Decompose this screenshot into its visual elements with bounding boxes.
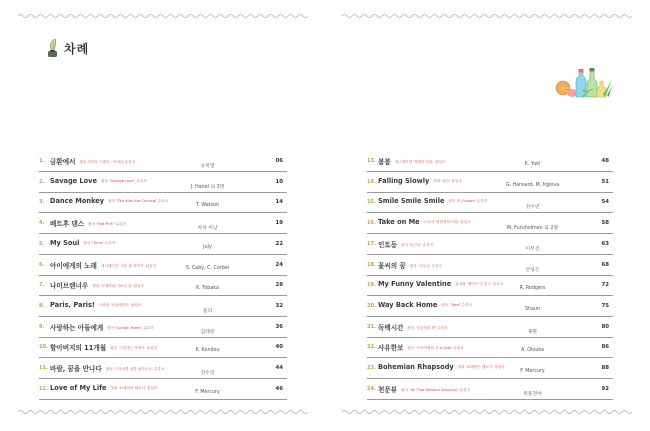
entry-title: 꽃씨의 꿈 bbox=[378, 261, 406, 270]
entry-number: 21. bbox=[367, 323, 376, 330]
toc-entry[interactable] bbox=[367, 359, 613, 379]
entry-page-number: 06 bbox=[275, 158, 283, 164]
toc-entry[interactable] bbox=[39, 256, 287, 276]
entry-source-note: 드라마 '명탐정의 여왕' 삽입곡 bbox=[423, 220, 471, 225]
entry-song-wrapper bbox=[50, 342, 157, 352]
entry-artist: July bbox=[203, 244, 212, 250]
entry-artist: 전수연 bbox=[525, 205, 540, 211]
entry-title: 할아버지의 11개월 bbox=[50, 344, 107, 353]
entry-artist: S. Caby, C. Corbel bbox=[185, 265, 230, 271]
bottom-wave-border bbox=[18, 409, 308, 415]
entry-page-number: 14 bbox=[275, 199, 283, 206]
entry-artist: Shaun bbox=[524, 306, 541, 312]
toc-entry[interactable] bbox=[367, 276, 613, 296]
entry-number: 3. bbox=[39, 199, 45, 206]
toc-entry[interactable] bbox=[367, 318, 613, 338]
entry-number: 24. bbox=[367, 385, 376, 392]
entry-source-note: 드라마 '소울메이트' 삽입곡 bbox=[98, 302, 142, 307]
entry-title: Way Back Home bbox=[378, 300, 438, 309]
entry-artist: 폭풍전야 bbox=[523, 391, 542, 397]
toc-entry[interactable] bbox=[39, 235, 287, 255]
page-title: 차례 bbox=[64, 41, 90, 56]
entry-title: 바람, 꿈을 만나다 bbox=[50, 365, 102, 373]
entry-number: 20. bbox=[367, 302, 376, 309]
entry-page-number: 48 bbox=[601, 158, 609, 164]
entry-source-note: 원곡 "All That Tamburi Sessyion" 수록곡 bbox=[401, 387, 471, 392]
entry-source-note: 영화 '원스' 삽입곡 bbox=[433, 178, 462, 183]
entry-number: 7. bbox=[39, 282, 45, 289]
toc-entry[interactable] bbox=[39, 214, 287, 234]
entry-source-note: 영화 '도깨비와 미로의 숲' 삽입곡 bbox=[92, 284, 144, 289]
entry-artist: F. Mercury bbox=[195, 389, 220, 395]
entry-title: 사유한보 bbox=[378, 344, 404, 353]
bottom-wave-border-right bbox=[342, 409, 632, 415]
entry-title: 배트후 댄스 bbox=[50, 220, 85, 229]
toc-entry[interactable] bbox=[367, 214, 613, 234]
entry-song-wrapper bbox=[378, 280, 503, 288]
entry-page-number: 86 bbox=[601, 344, 609, 351]
entry-song-wrapper bbox=[50, 363, 164, 373]
entry-artist: 김래랑 bbox=[200, 329, 215, 335]
toc-entry[interactable] bbox=[367, 193, 613, 213]
entry-artist: 틀리 bbox=[202, 308, 213, 314]
entry-number: 5. bbox=[39, 240, 45, 247]
entry-artist: K. Yuki bbox=[524, 162, 541, 167]
entry-source-note: 원곡 '일상의의 밤' 수록곡 bbox=[407, 325, 448, 330]
top-wave-border-right bbox=[342, 13, 632, 19]
entry-source-note: 원곡 "Hot Pink" 수록곡 bbox=[88, 222, 127, 227]
toc-entry[interactable] bbox=[39, 297, 287, 317]
entry-song-wrapper bbox=[50, 218, 126, 228]
entry-artist: 유희열 bbox=[200, 164, 215, 169]
entry-page-number: 63 bbox=[601, 240, 609, 247]
entry-page-number: 28 bbox=[275, 282, 283, 289]
entry-song-wrapper bbox=[378, 301, 472, 309]
toc-entry[interactable] bbox=[39, 318, 287, 338]
entry-page-number: 80 bbox=[601, 323, 609, 330]
entry-number: 6. bbox=[39, 261, 45, 268]
entry-title: Bohemian Rhapsody bbox=[378, 363, 454, 371]
toc-entry[interactable] bbox=[39, 152, 287, 172]
toc-entry[interactable] bbox=[367, 297, 613, 317]
entry-source-note: 출판 여자들 스페인 - 아마나 수록곡 bbox=[79, 160, 136, 164]
entry-title: 인토동 bbox=[378, 240, 398, 249]
entry-number: 8. bbox=[39, 302, 45, 309]
entry-source-note: 원곡 '드라마를 위한 피아노곡' 수록곡 bbox=[105, 367, 165, 371]
entry-artist: 차차 미남 bbox=[197, 226, 218, 232]
toc-entry[interactable] bbox=[39, 338, 287, 358]
entry-number: 11. bbox=[39, 365, 48, 371]
entry-page-number: 36 bbox=[275, 323, 283, 330]
entry-source-note: 원곡 "Take" 수록곡 bbox=[441, 302, 473, 307]
entry-number: 4. bbox=[39, 220, 45, 227]
entry-artist: 안녕은 bbox=[525, 267, 540, 273]
entry-page-number: 10 bbox=[275, 178, 283, 185]
entry-artist: K. Kondou bbox=[195, 348, 220, 354]
entry-title: Savage Love bbox=[50, 176, 97, 185]
entry-title: 아이에게의 노래 bbox=[50, 261, 97, 270]
entry-song-wrapper bbox=[378, 342, 464, 352]
entry-title: Paris, Paris! bbox=[50, 300, 95, 309]
entry-title: 봄봄 bbox=[378, 158, 391, 166]
entry-title: My Funny Valentine bbox=[378, 280, 452, 289]
entry-title: Dance Monkey bbox=[50, 197, 105, 206]
entry-song-wrapper bbox=[50, 197, 168, 205]
entry-song-wrapper bbox=[378, 218, 471, 226]
entry-song-wrapper bbox=[378, 260, 442, 270]
entry-page-number: 75 bbox=[601, 302, 609, 309]
entry-source-note: 원곡 "The Kids Are Coming" 수록곡 bbox=[108, 199, 169, 204]
bottles-and-fruit-illustration bbox=[553, 66, 613, 102]
entry-source-note: 원곡 "Lo Noh Poem" 수록곡 bbox=[107, 325, 154, 330]
entry-source-note: 원곡 '나나나' 수록곡 bbox=[409, 263, 442, 268]
entry-artist: M. Furuholmen 외 2명 bbox=[506, 226, 559, 232]
toc-entry[interactable] bbox=[367, 338, 613, 358]
toc-entry[interactable] bbox=[367, 380, 613, 400]
entry-artist: T. Watson bbox=[195, 203, 220, 209]
entry-song-wrapper bbox=[378, 363, 505, 371]
toc-entry[interactable] bbox=[367, 173, 613, 193]
entry-artist: J. Hanel 외 3명 bbox=[190, 184, 225, 190]
entry-page-number: 58 bbox=[601, 220, 609, 227]
entry-artist: 몽환 bbox=[527, 329, 538, 335]
entry-page-number: 22 bbox=[275, 240, 283, 247]
entry-title: Take on Me bbox=[378, 218, 420, 227]
toc-entry[interactable] bbox=[39, 193, 287, 213]
quill-inkwell-icon bbox=[46, 38, 60, 58]
toc-entry[interactable] bbox=[367, 235, 613, 255]
entry-title: Love of My Life bbox=[50, 383, 107, 392]
entry-song-wrapper bbox=[50, 177, 147, 185]
entry-page-number: 92 bbox=[601, 385, 609, 392]
entry-song-wrapper bbox=[378, 177, 462, 185]
toc-entry[interactable] bbox=[39, 359, 287, 379]
toc-entry[interactable] bbox=[367, 152, 613, 172]
entry-page-number: 32 bbox=[275, 302, 283, 309]
entry-song-wrapper bbox=[50, 239, 115, 247]
entry-artist: A. Otsuka bbox=[520, 348, 545, 354]
entry-number: 2. bbox=[39, 178, 45, 185]
entry-source-note: 뮤지컬 '베이브 인 암스' 수록곡 bbox=[455, 282, 504, 287]
entry-source-note: 원곡 '그린다는 이야기' 수록곡 bbox=[110, 346, 158, 351]
entry-artist: K. Tobaka bbox=[196, 286, 219, 292]
entry-page-number: 40 bbox=[275, 344, 283, 351]
entry-number: 16. bbox=[367, 220, 376, 227]
entry-title: 독백시간 bbox=[378, 323, 404, 332]
entry-title: 나미브랜너우 bbox=[50, 282, 89, 291]
top-wave-border bbox=[18, 13, 308, 19]
entry-song-wrapper bbox=[378, 156, 445, 166]
entry-number: 10. bbox=[39, 344, 48, 351]
entry-song-wrapper bbox=[378, 239, 433, 249]
entry-source-note: 애니메이션 '작별의 봄을' 삽입곡 bbox=[394, 160, 446, 164]
entry-source-note: 원곡 "E_Flower" 수록곡 bbox=[448, 199, 488, 204]
entry-number: 23. bbox=[367, 365, 376, 371]
toc-entry[interactable] bbox=[39, 276, 287, 296]
entry-page-number: 19 bbox=[275, 220, 283, 227]
entry-page-number: 88 bbox=[601, 365, 609, 371]
entry-source-note: 원곡 '인간들' 수록곡 bbox=[401, 242, 434, 247]
entry-song-wrapper bbox=[50, 156, 135, 166]
entry-song-wrapper bbox=[50, 280, 144, 290]
entry-number: 9. bbox=[39, 323, 45, 330]
toc-entry[interactable] bbox=[367, 256, 613, 276]
entry-artist: R. Rodgers bbox=[519, 286, 546, 292]
entry-number: 17. bbox=[367, 240, 376, 247]
entry-title: 천문뷰 bbox=[378, 385, 398, 394]
entry-song-wrapper bbox=[378, 197, 487, 205]
entry-artist: F. Mercury bbox=[520, 369, 545, 374]
toc-header bbox=[46, 38, 89, 58]
entry-source-note: 원곡 '시간여행의 시 A-Side' 수록곡 bbox=[407, 346, 464, 351]
entry-title: 사랑하는 아들에게 bbox=[50, 323, 104, 332]
entry-number: 19. bbox=[367, 282, 376, 289]
entry-source-note: 애니메이션 '겨울 왕 이야기' 삽입곡 bbox=[100, 263, 157, 268]
entry-page-number: 68 bbox=[601, 261, 609, 268]
entry-source-note: 영화 '보헤미안 랩소디' 삽입곡 bbox=[457, 365, 505, 369]
entry-artist: 이무진 bbox=[525, 246, 540, 252]
toc-entry[interactable] bbox=[39, 380, 287, 400]
entry-page-number: 54 bbox=[601, 199, 609, 206]
entry-song-wrapper bbox=[378, 384, 470, 394]
entry-song-wrapper bbox=[50, 301, 141, 309]
entry-song-wrapper bbox=[50, 322, 154, 332]
entry-source-note: 원곡 "Time" 수록곡 bbox=[83, 240, 116, 245]
entry-artist: G. Hansard, M. Irglova bbox=[505, 182, 560, 188]
entry-source-note: 영화 '보헤미안 랩소디' 삽입곡 bbox=[110, 385, 158, 390]
entry-number: 13. bbox=[367, 158, 376, 164]
entry-number: 18. bbox=[367, 261, 376, 268]
right-page bbox=[325, 0, 650, 431]
entry-number: 22. bbox=[367, 344, 376, 351]
entry-page-number: 46 bbox=[275, 385, 283, 392]
entry-page-number: 24 bbox=[275, 261, 283, 268]
entry-artist: 전수연 bbox=[200, 371, 215, 376]
entry-number: 14. bbox=[367, 178, 376, 185]
entry-song-wrapper bbox=[50, 260, 156, 270]
toc-entry[interactable] bbox=[39, 173, 287, 193]
entry-title: Smile Smile Smile bbox=[378, 197, 445, 206]
entry-number: 12. bbox=[39, 385, 48, 392]
entry-page-number: 51 bbox=[601, 178, 609, 185]
entry-song-wrapper bbox=[378, 322, 448, 332]
entry-song-wrapper bbox=[50, 384, 158, 392]
entry-page-number: 72 bbox=[601, 282, 609, 289]
entry-number: 1. bbox=[39, 158, 45, 164]
entry-number: 15. bbox=[367, 199, 376, 206]
entry-title: My Soul bbox=[50, 238, 80, 247]
entry-page-number: 44 bbox=[275, 365, 283, 371]
entry-source-note: 원곡 "Savage Love" 수록곡 bbox=[100, 178, 147, 183]
entry-title: 금환에서 bbox=[50, 158, 76, 166]
entry-title: Falling Slowly bbox=[378, 176, 430, 185]
